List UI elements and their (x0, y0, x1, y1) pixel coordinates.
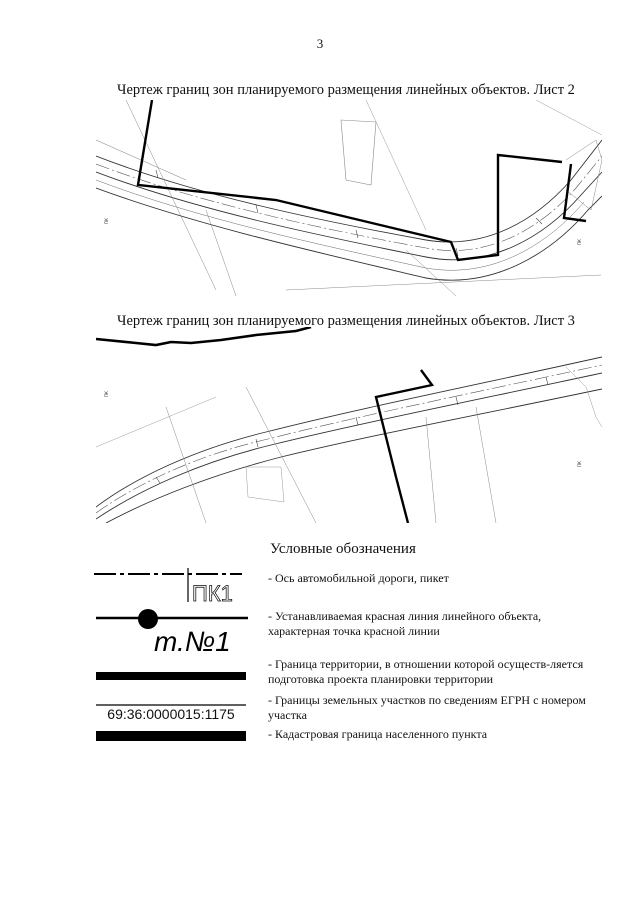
svg-text:ПК: ПК (104, 218, 109, 224)
legend-item-parcel-boundary: - Границы земельных участков по сведениям ЕГРН с номером участка (268, 693, 586, 722)
legend-symbol-red-line (92, 605, 252, 657)
legend-item-road-axis: - Ось автомобильной дороги, пикет (268, 571, 449, 585)
legend-heading: Условные обозначения (270, 541, 416, 557)
legend-symbol-territory-boundary (92, 668, 252, 678)
legend-symbol-settlement-boundary (92, 729, 252, 741)
legend-picket-label: ПК1 (192, 581, 233, 604)
svg-text:ПК: ПК (577, 461, 582, 467)
svg-text:ПК: ПК (104, 391, 109, 397)
legend-item-red-line: - Устанавливаемая красная линия линейного объекта, характерная точка красной линии (268, 609, 542, 638)
sheet-3-map (96, 327, 602, 523)
legend-symbol-parcel-boundary (92, 695, 252, 701)
legend-point-label: т.№1 (154, 626, 231, 657)
svg-text:ПК: ПК (577, 239, 582, 245)
sheet-2-drawing (96, 100, 602, 296)
legend-item-settlement-boundary: - Кадастровая граница населенного пункта (268, 727, 488, 741)
sheet-3-title: Чертеж границ зон планируемого размещения линейных объектов. Лист 3 (117, 313, 575, 329)
legend-item-territory-boundary: - Граница территории, в отношении которой осуществ-ляется подготовка проекта планировки территории (268, 657, 584, 686)
sheet-3-drawing (96, 327, 602, 523)
page-number: 3 (316, 36, 324, 51)
sheet-2-map (96, 100, 602, 296)
sheet-2-title: Чертеж границ зон планируемого размещения линейных объектов. Лист 2 (117, 82, 575, 98)
legend-symbol-road-axis (92, 562, 252, 604)
legend-parcel-number: 69:36:0000015:1175 (107, 706, 235, 722)
